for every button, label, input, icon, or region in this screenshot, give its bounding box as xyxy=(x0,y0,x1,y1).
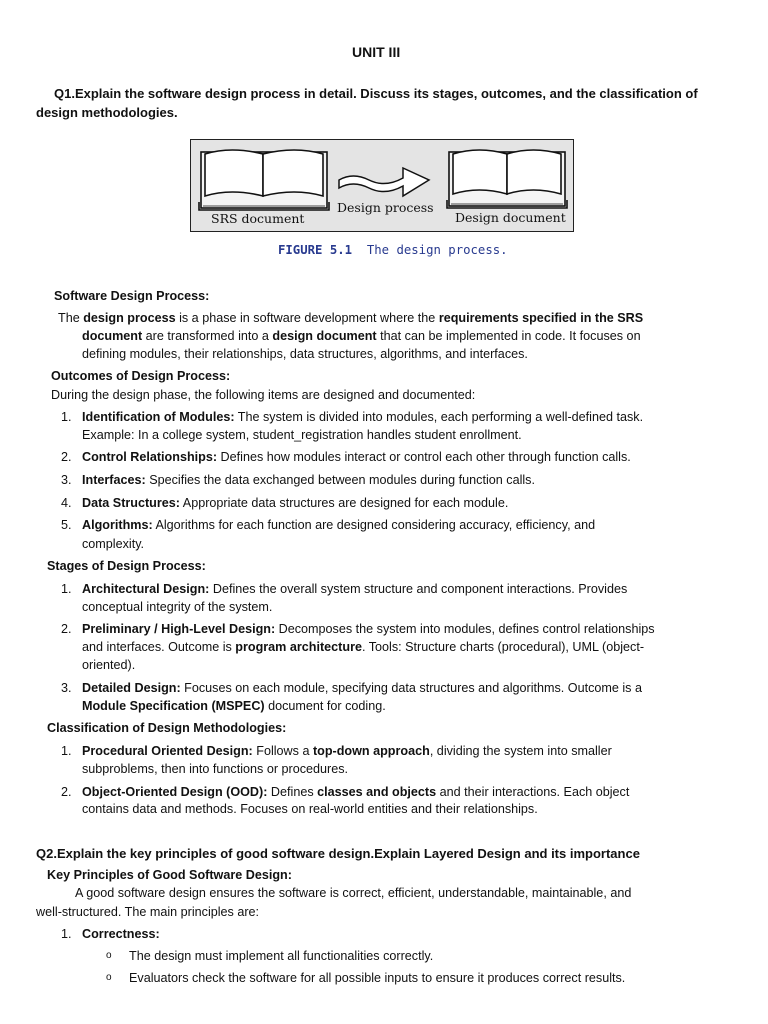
list-item-text xyxy=(82,448,631,466)
bullet-text: The design must implement all functionalities correctly. xyxy=(129,949,434,963)
text: The xyxy=(58,311,84,325)
sdp-paragraph-line-2 xyxy=(82,327,641,345)
list-item-text xyxy=(82,580,627,598)
list-number: 1. xyxy=(61,410,72,424)
outcomes-intro: During the design phase, the following items are designed and documented: xyxy=(51,388,476,402)
principle-correctness: Correctness: xyxy=(82,927,160,941)
figure-number: FIGURE 5.1 xyxy=(278,243,353,257)
list-item-continuation: contains data and methods. Focuses on real-world entities and their relationships. xyxy=(82,802,538,816)
text-bold: design process xyxy=(83,311,176,325)
term: Algorithms: xyxy=(82,518,153,532)
text: that can be implemented in code. It focuses on xyxy=(376,329,641,343)
text: Decomposes the system into modules, defines control relationships xyxy=(275,622,655,636)
text: Defines the overall system structure and component interactions. Provides xyxy=(209,582,628,596)
list-item-continuation xyxy=(82,697,386,715)
text-bold: design document xyxy=(272,329,377,343)
list-number: 2. xyxy=(61,622,72,636)
list-number: 3. xyxy=(61,473,72,487)
section-heading-stages: Stages of Design Process: xyxy=(47,559,206,573)
section-heading-outcomes: Outcomes of Design Process: xyxy=(51,369,231,383)
text-bold: program architecture xyxy=(235,640,362,654)
list-item-continuation xyxy=(82,638,644,656)
text-bold: document xyxy=(82,329,143,343)
design-document-book-icon xyxy=(447,150,567,208)
question-2-title: Q2.Explain the key principles of good software design.Explain Layered Design and its importance xyxy=(36,846,640,861)
list-item-continuation: conceptual integrity of the system. xyxy=(82,600,273,614)
list-number: 2. xyxy=(61,785,72,799)
design-process-arrow-icon xyxy=(339,168,429,196)
list-item-continuation: oriented). xyxy=(82,658,136,672)
list-item-continuation: Example: In a college system, student_registration handles student enrollment. xyxy=(82,428,522,442)
figure-caption-text: The design process. xyxy=(366,243,508,257)
list-item-text xyxy=(82,620,655,638)
term: Procedural Oriented Design: xyxy=(82,744,253,758)
text: Defines xyxy=(267,785,318,799)
list-item-text xyxy=(82,783,629,801)
text: Defines how modules interact or control each other through function calls. xyxy=(217,450,631,464)
list-item-text xyxy=(82,679,642,697)
term: Object-Oriented Design (OOD): xyxy=(82,785,268,799)
text: Algorithms for each function are designed considering accuracy, efficiency, and xyxy=(152,518,596,532)
bullet-symbol: o xyxy=(106,972,112,983)
term: Data Structures: xyxy=(82,496,180,510)
text: document for coding. xyxy=(264,699,386,713)
text: Focuses on each module, specifying data structures and algorithms. Outcome is a xyxy=(180,681,642,695)
list-number: 1. xyxy=(61,582,72,596)
text-bold: Module Specification (MSPEC) xyxy=(82,699,265,713)
bullet-symbol: o xyxy=(106,950,112,961)
text-bold: requirements specified in the SRS xyxy=(438,311,644,325)
question-1-line-2: design methodologies. xyxy=(36,105,178,120)
list-number: 2. xyxy=(61,450,72,464)
list-number: 3. xyxy=(61,681,72,695)
question-1-line-1: Q1.Explain the software design process in detail. Discuss its stages, outcomes, and the classification of xyxy=(54,86,698,101)
text: and their interactions. Each object xyxy=(436,785,630,799)
design-process-label: Design process xyxy=(337,200,434,215)
text: Appropriate data structures are designed for each module. xyxy=(179,496,509,510)
text: and interfaces. Outcome is xyxy=(82,640,236,654)
design-process-figure xyxy=(190,139,574,232)
term: Control Relationships: xyxy=(82,450,218,464)
text-bold: classes and objects xyxy=(317,785,437,799)
list-item-continuation: subproblems, then into functions or procedures. xyxy=(82,762,349,776)
unit-title: UNIT III xyxy=(352,44,401,60)
key-principles-line-2: well-structured. The main principles are: xyxy=(36,905,260,919)
term: Preliminary / High-Level Design: xyxy=(82,622,276,636)
term: Interfaces: xyxy=(82,473,146,487)
term: Identification of Modules: xyxy=(82,410,235,424)
key-principles-line-1: A good software design ensures the software is correct, efficient, understandable, maintainable, and xyxy=(75,886,632,900)
bullet-text: Evaluators check the software for all possible inputs to ensure it produces correct results. xyxy=(129,971,626,985)
term: Architectural Design: xyxy=(82,582,210,596)
text: Follows a xyxy=(252,744,313,758)
text: The system is divided into modules, each performing a well-defined task. xyxy=(234,410,644,424)
list-item-text xyxy=(82,516,595,534)
section-heading-key-principles: Key Principles of Good Software Design: xyxy=(47,868,292,882)
list-number: 1. xyxy=(61,927,72,941)
list-item-continuation: complexity. xyxy=(82,537,145,551)
list-number: 4. xyxy=(61,496,72,510)
srs-book-icon xyxy=(199,150,329,210)
figure-caption xyxy=(278,243,508,257)
text: , dividing the system into smaller xyxy=(429,744,612,758)
list-item-text xyxy=(82,471,535,489)
text: are transformed into a xyxy=(142,329,273,343)
text-bold: top-down approach xyxy=(312,744,430,758)
list-number: 5. xyxy=(61,518,72,532)
term: Detailed Design: xyxy=(82,681,181,695)
sdp-paragraph-line-3: defining modules, their relationships, data structures, algorithms, and interfaces. xyxy=(82,347,528,361)
text: Specifies the data exchanged between modules during function calls. xyxy=(145,473,535,487)
section-heading-classification: Classification of Design Methodologies: xyxy=(47,721,287,735)
srs-document-label: SRS document xyxy=(211,211,305,226)
design-document-label: Design document xyxy=(455,210,566,225)
list-item-text xyxy=(82,494,508,512)
list-item-text xyxy=(82,742,612,760)
text: . Tools: Structure charts (procedural), UML (object- xyxy=(361,640,645,654)
sdp-paragraph-line-1 xyxy=(58,309,643,327)
list-number: 1. xyxy=(61,744,72,758)
text: is a phase in software development where the xyxy=(175,311,439,325)
section-heading-software-design-process: Software Design Process: xyxy=(54,289,210,303)
list-item-text xyxy=(82,408,643,426)
